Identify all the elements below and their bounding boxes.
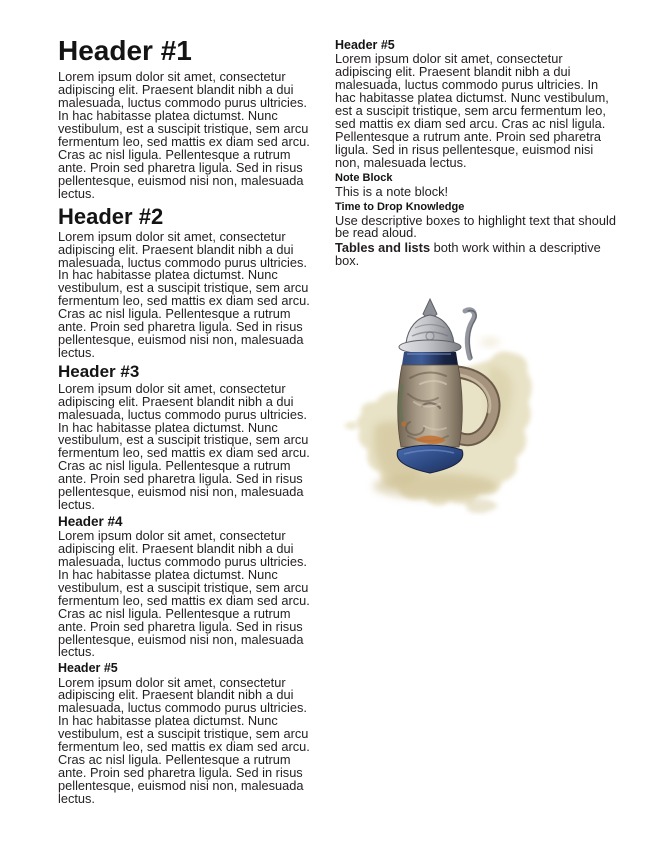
beer-stein-illustration: [340, 290, 620, 528]
paragraph-3: Lorem ipsum dolor sit amet, consectetur adipiscing elit. Praesent blandit nibh a dui malesuada, luctus commodo purus ultricies. In hac habitasse platea dictumst. Nunc vestibulum, est a suscipit tristique, sem arcu fermentum leo, sed mattis ex diam sed arcu. Cras ac nisl ligula. Pellentesque a rutrum ante. Proin sed pharetra ligula. Sed in risus pellentesque, euismod nisi non, malesuada lectus.: [58, 380, 310, 513]
heading-1: Header #1: [58, 35, 192, 66]
stein-collar: [402, 352, 458, 365]
lid-rim: [399, 340, 461, 354]
paragraph-4: Lorem ipsum dolor sit amet, consectetur adipiscing elit. Praesent blandit nibh a dui malesuada, luctus commodo purus ultricies. In hac habitasse platea dictumst. Nunc vestibulum, est a suscipit tristique, sem arcu fermentum leo, sed mattis ex diam sed arcu. Cras ac nisl ligula. Pellentesque a rutrum ante. Proin sed pharetra ligula. Sed in risus pellentesque, euismod nisi non, malesuada lectus.: [58, 528, 310, 660]
wash-bottom-tail: [465, 499, 498, 513]
paragraph-1: Lorem ipsum dolor sit amet, consectetur adipiscing elit. Praesent blandit nibh a dui malesuada, luctus commodo purus ultricies. In hac habitasse platea dictumst. Nunc vestibulum, est a suscipit tristique, sem arcu fermentum leo, sed mattis ex diam sed arcu. Cras ac nisl ligula. Pellentesque a rutrum ante. Proin sed pharetra ligula. Sed in risus pellentesque, euismod nisi non, malesuada lectus.: [58, 69, 310, 201]
lid-thumb-lever: [465, 310, 476, 358]
stein-body: [398, 365, 463, 447]
paragraph-5: Lorem ipsum dolor sit amet, consectetur adipiscing elit. Praesent blandit nibh a dui malesuada, luctus commodo purus ultricies. In hac habitasse platea dictumst. Nunc vestibulum, est a suscipit tristique, sem arcu fermentum leo, sed mattis ex diam sed arcu. Cras ac nisl ligula. Pellentesque a rutrum ante. Proin sed pharetra ligula. Sed in risus pellentesque, euismod nisi non, malesuada lectus.: [58, 674, 310, 806]
body-green-hint: [400, 386, 402, 420]
tables-note-rest: both work within a descriptive box.: [335, 240, 601, 269]
drop-knowledge-text: Use descriptive boxes to highlight text that should be read aloud.: [335, 212, 616, 241]
body-orange-dot: [401, 421, 406, 426]
wash-left-speck: [345, 422, 358, 430]
tables-note: [335, 242, 616, 268]
tables-note-bold-lead: Tables and lists: [335, 240, 431, 256]
heading-5-left: Header #5: [58, 661, 118, 676]
heading-3: Header #3: [58, 361, 140, 381]
wash-base-shadow: [373, 473, 497, 499]
wash-top-speck: [480, 337, 500, 347]
heading-4: Header #4: [58, 513, 123, 529]
stein-lid: [399, 299, 461, 354]
paragraph-2: Lorem ipsum dolor sit amet, consectetur adipiscing elit. Praesent blandit nibh a dui malesuada, luctus commodo purus ultricies. In hac habitasse platea dictumst. Nunc vestibulum, est a suscipit tristique, sem arcu fermentum leo, sed mattis ex diam sed arcu. Cras ac nisl ligula. Pellentesque a rutrum ante. Proin sed pharetra ligula. Sed in risus pellentesque, euismod nisi non, malesuada lectus.: [58, 228, 310, 360]
beer-stein-svg: [340, 290, 620, 528]
note-block-text: This is a note block!: [335, 183, 449, 199]
drop-knowledge-title: Time to Drop Knowledge: [335, 201, 465, 214]
note-block-title: Note Block: [335, 172, 393, 185]
left-column: [58, 36, 321, 808]
heading-5-right: Header #5: [335, 38, 395, 52]
right-column: [335, 36, 616, 270]
heading-2: Header #2: [58, 203, 164, 229]
paragraph-6: Lorem ipsum dolor sit amet, consectetur adipiscing elit. Praesent blandit nibh a dui malesuada, luctus commodo purus ultricies. In hac habitasse platea dictumst. Nunc vestibulum, est a suscipit tristique, sem arcu fermentum leo, sed mattis ex diam sed arcu. Cras ac nisl ligula. Pellentesque a rutrum ante. Proin sed pharetra ligula. Sed in risus pellentesque, euismod nisi non, malesuada lectus.: [335, 51, 609, 170]
